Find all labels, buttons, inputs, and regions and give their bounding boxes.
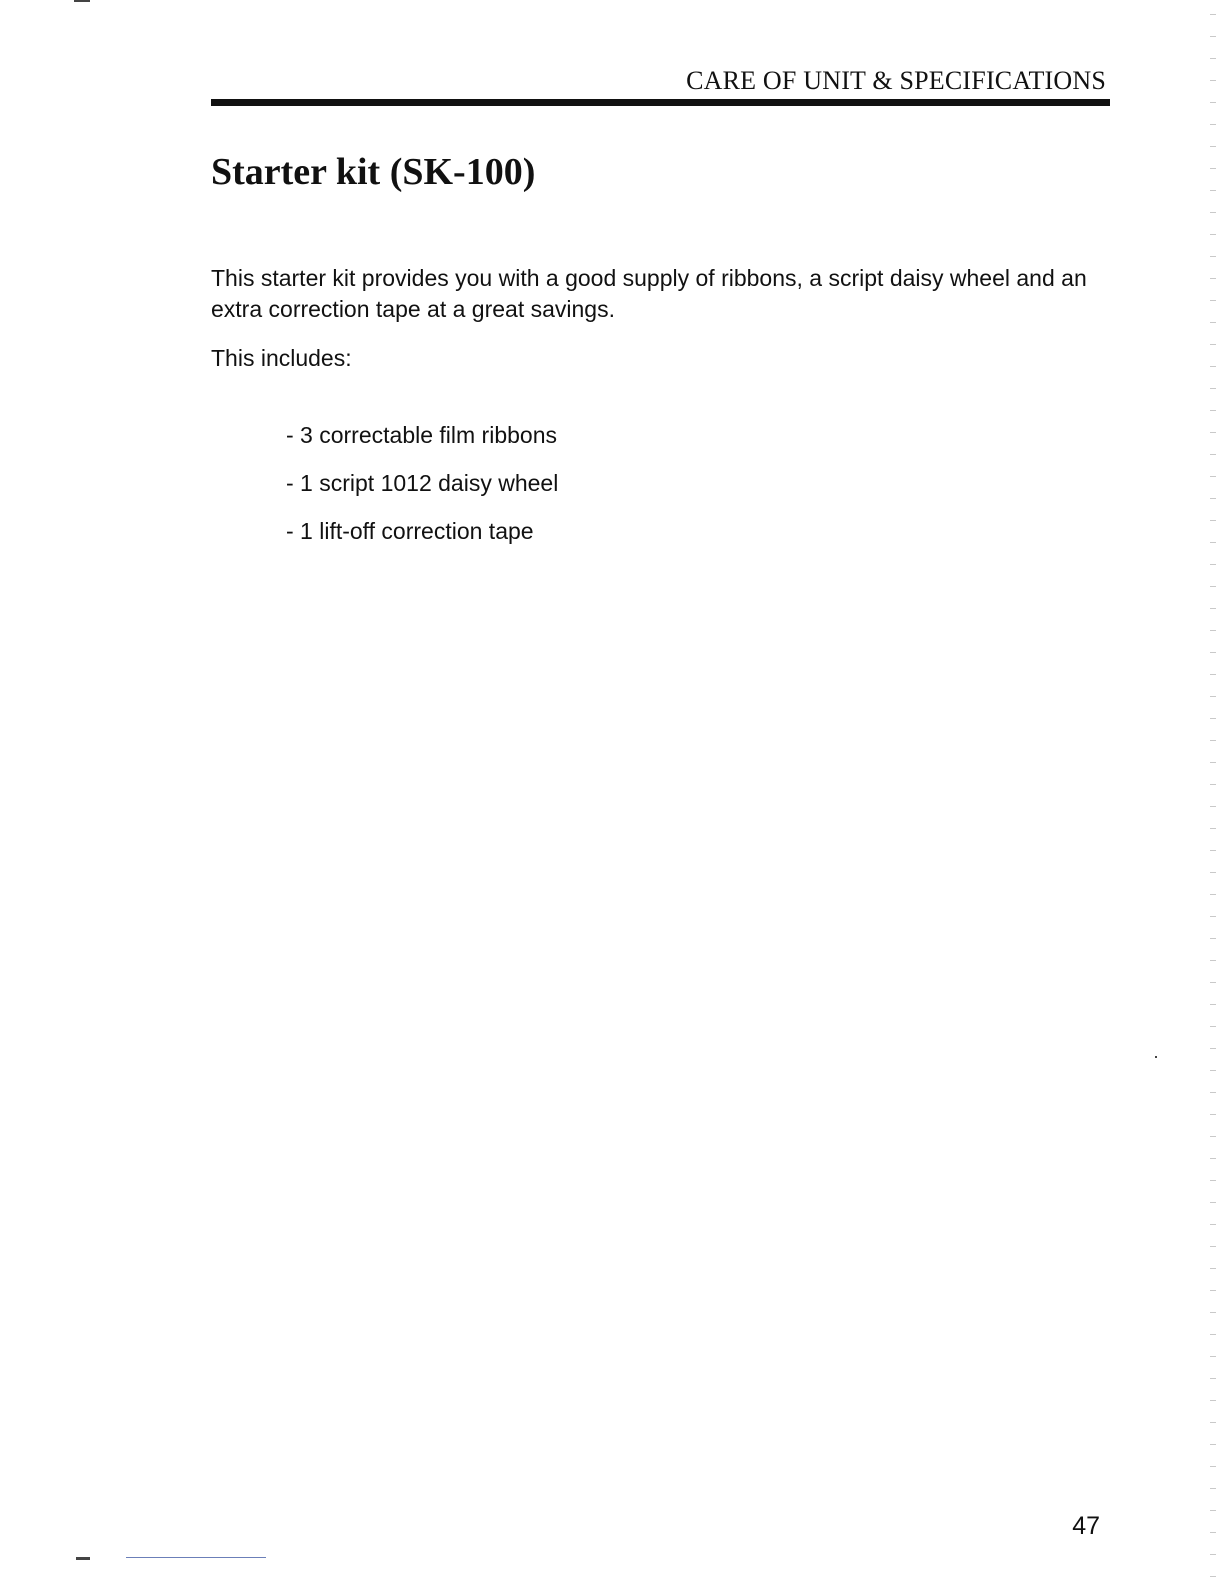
running-header: CARE OF UNIT & SPECIFICATIONS	[686, 66, 1106, 95]
header-rule	[211, 99, 1110, 106]
scan-edge-artifact	[1210, 0, 1216, 1584]
scan-mark-artifact	[76, 1557, 90, 1560]
includes-label: This includes:	[211, 345, 352, 371]
page-number: 47	[1072, 1512, 1100, 1540]
scan-mark-artifact	[1155, 1056, 1157, 1058]
list-item: - 1 lift-off correction tape	[286, 518, 534, 544]
footer-rule	[126, 1557, 266, 1558]
kit-item-list	[286, 420, 558, 564]
list-item: - 1 script 1012 daisy wheel	[286, 470, 559, 496]
intro-paragraph: This starter kit provides you with a good supply of ribbons, a script daisy wheel and an extra correction tape at a great savings.	[211, 265, 1087, 322]
scan-mark-artifact	[74, 0, 90, 2]
page-title: Starter kit (SK-100)	[211, 151, 536, 193]
list-item: - 3 correctable film ribbons	[286, 422, 557, 448]
